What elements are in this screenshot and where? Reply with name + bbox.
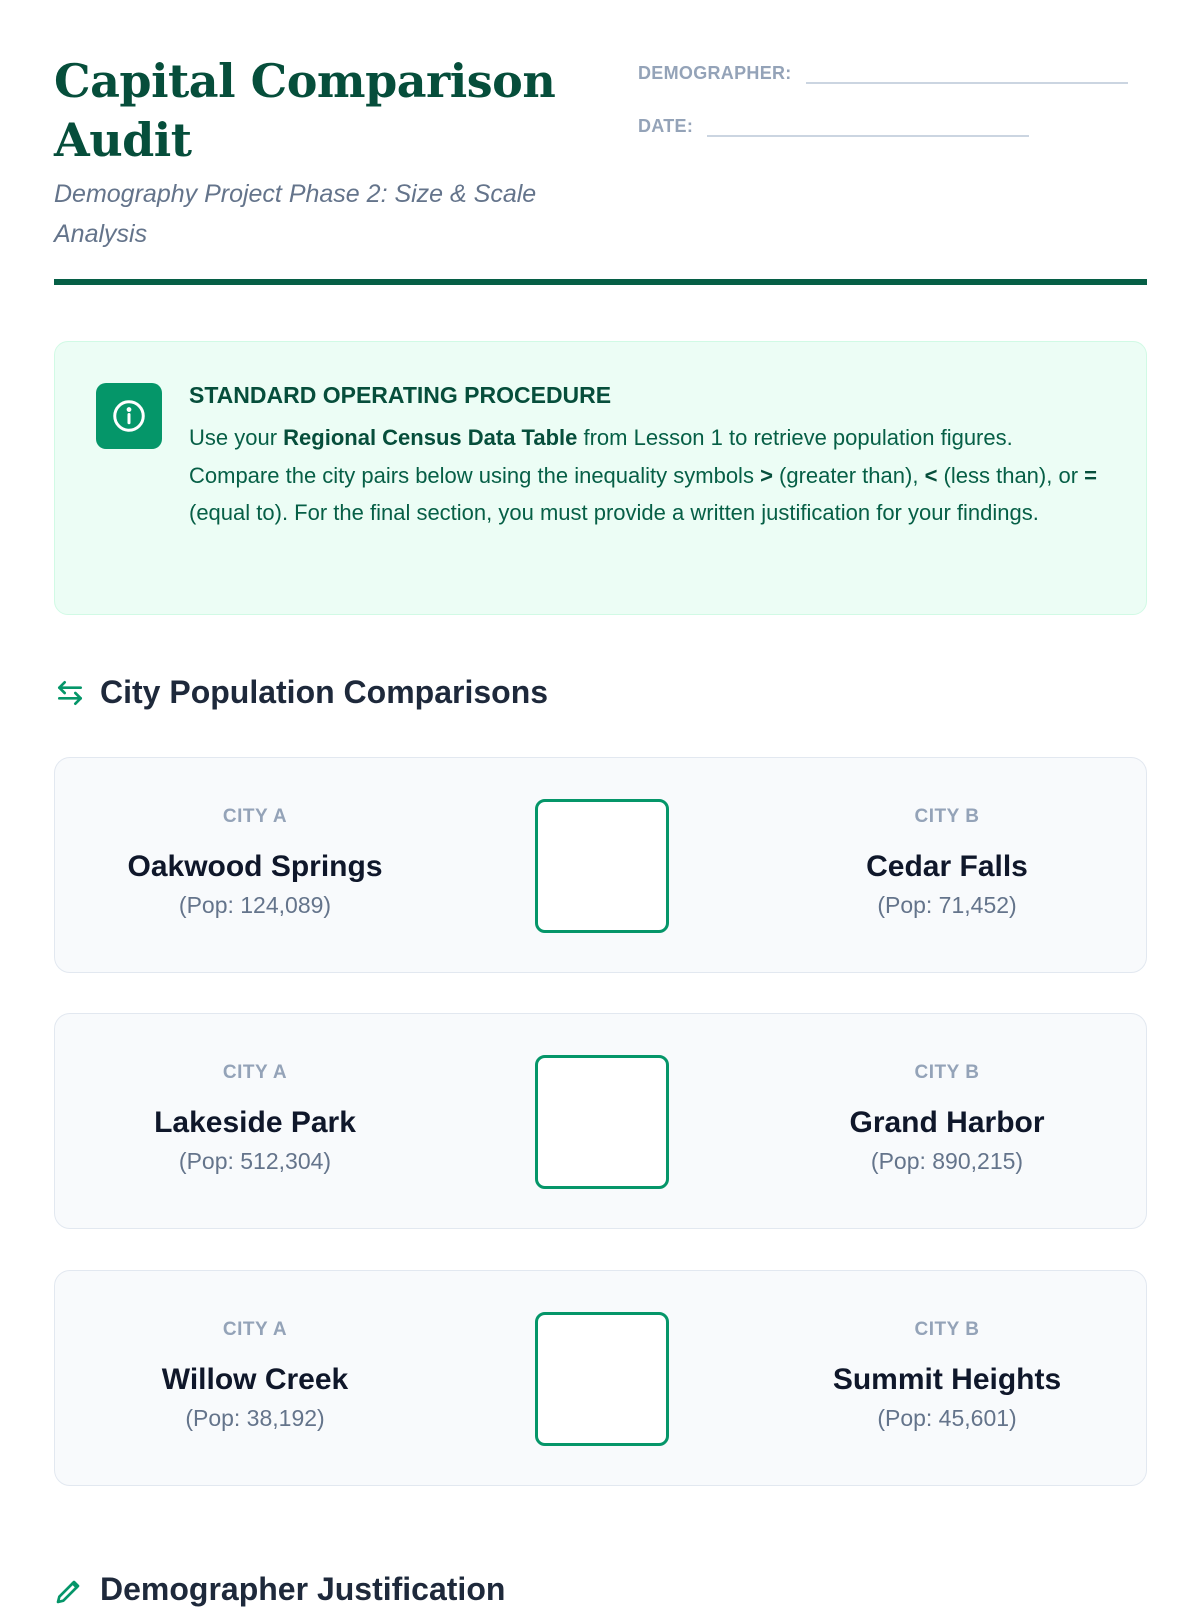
sop-callout <box>54 341 1147 615</box>
city-b <box>747 758 1147 919</box>
comparison-card <box>54 1270 1147 1486</box>
demographer-field <box>638 62 1128 84</box>
city-b <box>747 1271 1147 1432</box>
header-divider <box>54 279 1147 285</box>
sop-body <box>189 382 1109 532</box>
sop-text-part: (greater than), <box>772 462 925 488</box>
justification-heading <box>54 1571 505 1608</box>
city-a-name: Lakeside Park <box>154 1106 356 1139</box>
city-a-population: (Pop: 512,304) <box>178 1148 332 1174</box>
swap-arrows-icon <box>54 677 86 709</box>
demographer-label: DEMOGRAPHER: <box>638 63 792 83</box>
city-b-tag: CITY B <box>914 1062 980 1083</box>
city-b-tag: CITY B <box>914 806 980 827</box>
comparisons-title: City Population Comparisons <box>100 674 549 710</box>
page-title: Capital Comparison Audit <box>54 54 556 167</box>
less-than-symbol: < <box>924 462 938 488</box>
sop-text-part: Use your <box>189 425 284 450</box>
city-a-tag: CITY A <box>222 1319 288 1340</box>
page-subtitle: Demography Project Phase 2: Size & Scale Analysis <box>54 180 537 248</box>
greater-than-symbol: > <box>760 462 773 488</box>
city-b <box>747 1014 1147 1175</box>
city-b-name: Grand Harbor <box>849 1106 1045 1139</box>
justification-title: Demographer Justification <box>100 1571 506 1607</box>
city-b-tag: CITY B <box>914 1319 980 1340</box>
comparison-card <box>54 1013 1147 1229</box>
sop-text-part: (less than), or <box>937 462 1085 488</box>
inequality-answer-box[interactable] <box>535 1055 669 1189</box>
city-a <box>55 1014 455 1175</box>
date-input-line[interactable] <box>707 115 1029 137</box>
sop-text <box>189 419 1109 532</box>
date-label: DATE: <box>638 116 694 136</box>
pen-icon <box>54 1574 86 1606</box>
inequality-answer-box[interactable] <box>535 799 669 933</box>
worksheet-header <box>54 0 1147 290</box>
demographer-input-line[interactable] <box>806 62 1128 84</box>
sop-text-part: from Lesson 1 to retrieve population figures. Compare the city pairs below using the inequality symbols <box>189 425 1013 488</box>
city-b-population: (Pop: 71,452) <box>877 892 1017 918</box>
comparison-card <box>54 757 1147 973</box>
city-a-tag: CITY A <box>222 1062 288 1083</box>
comparisons-heading <box>54 674 548 711</box>
city-a <box>55 1271 455 1432</box>
city-a-name: Willow Creek <box>161 1363 349 1396</box>
city-b-population: (Pop: 45,601) <box>877 1405 1017 1431</box>
date-field <box>638 115 1029 137</box>
sop-text-part: (equal to). For the final section, you must provide a written justification for your findings. <box>189 500 1039 525</box>
city-a-tag: CITY A <box>222 806 288 827</box>
inequality-answer-box[interactable] <box>535 1312 669 1446</box>
sop-title: STANDARD OPERATING PROCEDURE <box>189 382 612 408</box>
city-a-population: (Pop: 38,192) <box>185 1405 325 1431</box>
city-a-population: (Pop: 124,089) <box>178 892 332 918</box>
census-table-reference: Regional Census Data Table <box>283 425 578 450</box>
city-a <box>55 758 455 919</box>
city-b-population: (Pop: 890,215) <box>870 1148 1024 1174</box>
info-icon <box>96 383 162 449</box>
equal-symbol: = <box>1084 462 1097 488</box>
worksheet-page <box>54 0 1147 1607</box>
city-b-name: Cedar Falls <box>866 850 1028 883</box>
city-a-name: Oakwood Springs <box>127 850 383 883</box>
city-b-name: Summit Heights <box>832 1363 1062 1396</box>
